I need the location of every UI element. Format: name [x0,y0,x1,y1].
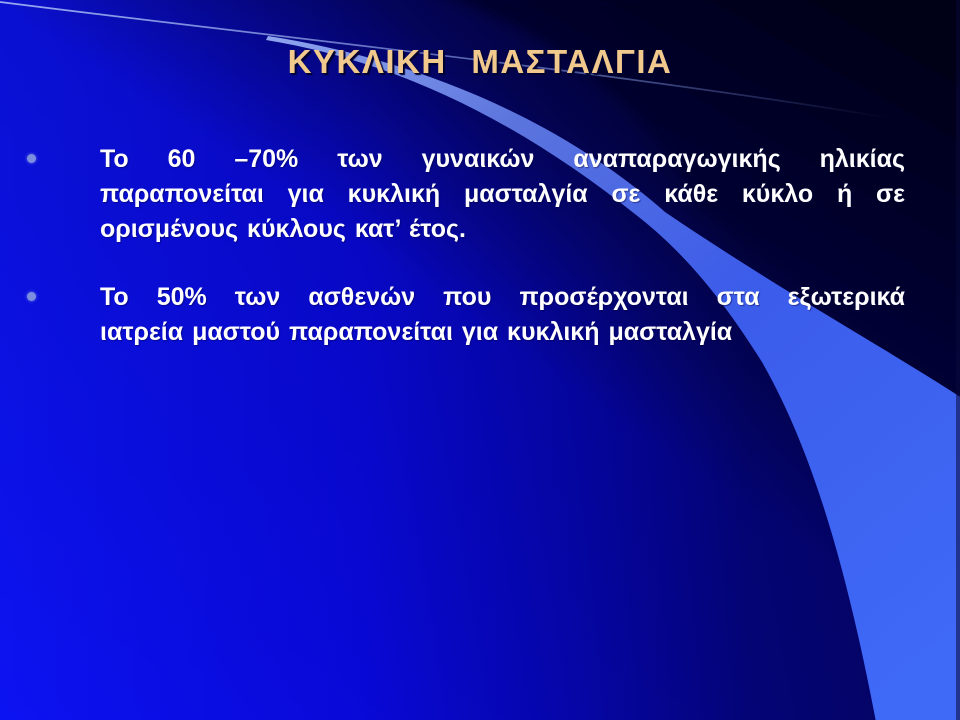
bullet-dot-icon [27,292,36,301]
bullet-dot-icon [27,154,36,163]
bullet-list [0,142,960,383]
bullet-text [100,142,905,247]
bullet-item [0,142,960,247]
bullet-item [0,280,960,350]
slide-title: ΚΥΚΛΙΚΗ ΜΑΣΤΑΛΓΙΑ [287,43,673,80]
bullet-line: ορισμένους κύκλους κατ’ έτος. [100,215,466,243]
bullet-text [100,280,905,350]
bullet-line: παραπονείται για κυκλική μασταλγία σε κάθε κύκλο ή σε [100,180,905,208]
bullet-line: Το 60 –70% των γυναικών αναπαραγωγικής ηλικίας [100,145,905,173]
bullet-line: ιατρεία μαστού παραπονείται για κυκλική μασταλγία [100,318,733,346]
bullet-line: Το 50% των ασθενών που προσέρχονται στα εξωτερικά [100,283,905,311]
